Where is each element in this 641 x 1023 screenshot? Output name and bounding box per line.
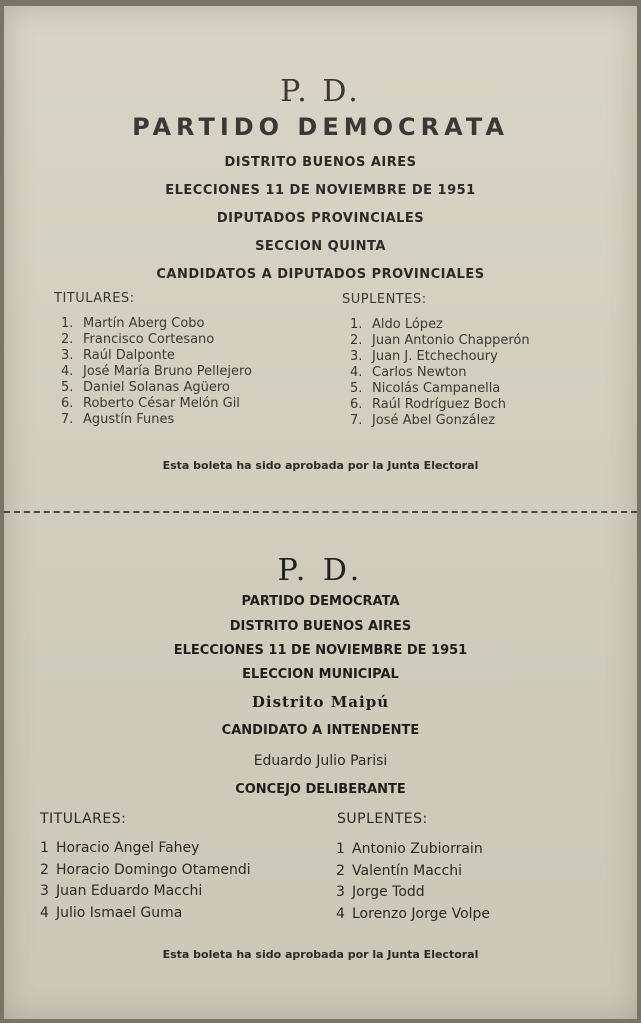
candidate-item — [350, 397, 530, 413]
party-initials: P. D. — [280, 74, 361, 109]
party-initials: P. D. — [277, 553, 364, 588]
party-name: PARTIDO DEMOCRATA — [241, 594, 400, 609]
candidate-name: Antonio Zubiorrain — [352, 841, 483, 857]
candidate-name: Horacio Angel Fahey — [56, 840, 200, 856]
candidate-number: 7. — [61, 412, 74, 427]
candidate-item — [350, 365, 530, 381]
candidate-name: Daniel Solanas Agüero — [83, 380, 230, 395]
ballot-provincial — [4, 6, 637, 511]
candidate-name: Carlos Newton — [372, 365, 467, 380]
candidate-name: Raúl Dalponte — [83, 348, 175, 363]
candidate-number: 5. — [61, 380, 74, 395]
candidate-name: Roberto César Melón Gil — [83, 396, 240, 411]
candidate-item — [350, 413, 530, 429]
candidate-item — [350, 333, 530, 349]
titulares-label: TITULARES: — [40, 811, 127, 827]
candidate-item — [40, 881, 251, 903]
suplentes-list — [350, 317, 530, 429]
candidate-name: Horacio Domingo Otamendi — [56, 861, 251, 878]
district-line: DISTRITO BUENOS AIRES — [224, 155, 417, 170]
candidate-name: Nicolás Campanella — [372, 381, 501, 396]
candidate-name: Aldo López — [372, 317, 443, 332]
candidate-item — [61, 396, 252, 412]
candidate-number: 2. — [61, 332, 74, 347]
municipality-line: Distrito Maipú — [251, 693, 390, 711]
candidate-number: 3. — [61, 348, 74, 363]
candidate-item — [336, 839, 490, 861]
mayor-header: CANDIDATO A INTENDENTE — [221, 723, 420, 738]
candidate-number: 1 — [40, 840, 49, 856]
candidate-number: 1. — [350, 317, 363, 332]
candidate-number: 1. — [61, 316, 74, 331]
candidate-item — [61, 364, 252, 380]
candidate-number: 6. — [61, 396, 74, 411]
party-name: PARTIDO DEMOCRATA — [132, 113, 509, 141]
candidate-number: 2. — [350, 333, 363, 348]
candidate-number: 5. — [350, 381, 363, 396]
approval-note: Esta boleta ha sido aprobada por la Junta Electoral — [162, 459, 479, 472]
candidate-name: Francisco Cortesano — [83, 332, 215, 347]
candidate-number: 3 — [336, 884, 345, 900]
ballot-paper — [4, 6, 637, 1019]
candidate-item — [40, 903, 251, 925]
candidate-number: 4 — [336, 905, 345, 922]
candidate-item — [336, 882, 490, 904]
council-header: CONCEJO DELIBERANTE — [235, 782, 406, 797]
candidate-name: Valentín Macchi — [352, 862, 462, 879]
candidate-item — [336, 904, 490, 926]
candidate-name: Juan Antonio Chapperón — [372, 333, 530, 348]
candidate-item — [40, 860, 251, 882]
candidate-name: José Abel González — [372, 413, 496, 428]
candidate-item — [61, 332, 252, 348]
section-line: SECCION QUINTA — [255, 239, 386, 254]
candidate-name: Jorge Todd — [352, 884, 425, 900]
candidate-number: 4. — [350, 365, 363, 380]
candidate-number: 3 — [40, 883, 49, 899]
candidate-number: 7. — [350, 413, 363, 428]
candidate-item — [61, 412, 252, 428]
candidate-name: Lorenzo Jorge Volpe — [352, 905, 491, 922]
office-line: DIPUTADOS PROVINCIALES — [216, 211, 425, 226]
candidates-header: CANDIDATOS A DIPUTADOS PROVINCIALES — [156, 267, 485, 282]
candidate-number: 2 — [40, 861, 49, 878]
candidate-number: 4 — [40, 904, 49, 921]
candidate-item — [350, 317, 530, 333]
office-line: ELECCION MUNICIPAL — [242, 667, 399, 682]
ballot-municipal — [4, 521, 637, 1019]
titulares-list — [61, 316, 252, 428]
candidate-name: José María Bruno Pellejero — [83, 364, 252, 379]
candidate-name: Agustín Funes — [83, 412, 175, 427]
candidate-item — [61, 348, 252, 364]
candidate-item — [336, 861, 490, 883]
candidate-item — [40, 838, 251, 860]
candidate-name: Juan Eduardo Macchi — [56, 883, 203, 899]
candidate-number: 6. — [350, 397, 363, 412]
election-date-line: ELECCIONES 11 DE NOVIEMBRE DE 1951 — [173, 643, 468, 658]
candidate-number: 1 — [336, 841, 345, 857]
mayor-candidate: Eduardo Julio Parisi — [253, 753, 388, 769]
candidate-number: 3. — [350, 349, 363, 364]
candidate-name: Martín Aberg Cobo — [83, 316, 205, 331]
candidate-number: 2 — [336, 862, 345, 879]
titulares-label: TITULARES: — [54, 291, 135, 306]
titulares-list — [40, 838, 251, 924]
cut-line-divider — [4, 511, 637, 513]
suplentes-label: SUPLENTES: — [342, 292, 427, 307]
approval-note: Esta boleta ha sido aprobada por la Junta Electoral — [162, 948, 479, 961]
candidate-name: Julio Ismael Guma — [56, 904, 183, 921]
candidate-item — [61, 380, 252, 396]
candidate-name: Raúl Rodríguez Boch — [372, 397, 507, 412]
suplentes-list — [336, 839, 490, 925]
candidate-name: Juan J. Etchechoury — [372, 349, 498, 364]
suplentes-label: SUPLENTES: — [337, 811, 428, 827]
candidate-item — [61, 316, 252, 332]
candidate-item — [350, 349, 530, 365]
district-line: DISTRITO BUENOS AIRES — [229, 619, 412, 634]
election-date-line: ELECCIONES 11 DE NOVIEMBRE DE 1951 — [165, 183, 476, 198]
candidate-item — [350, 381, 530, 397]
candidate-number: 4. — [61, 364, 74, 379]
